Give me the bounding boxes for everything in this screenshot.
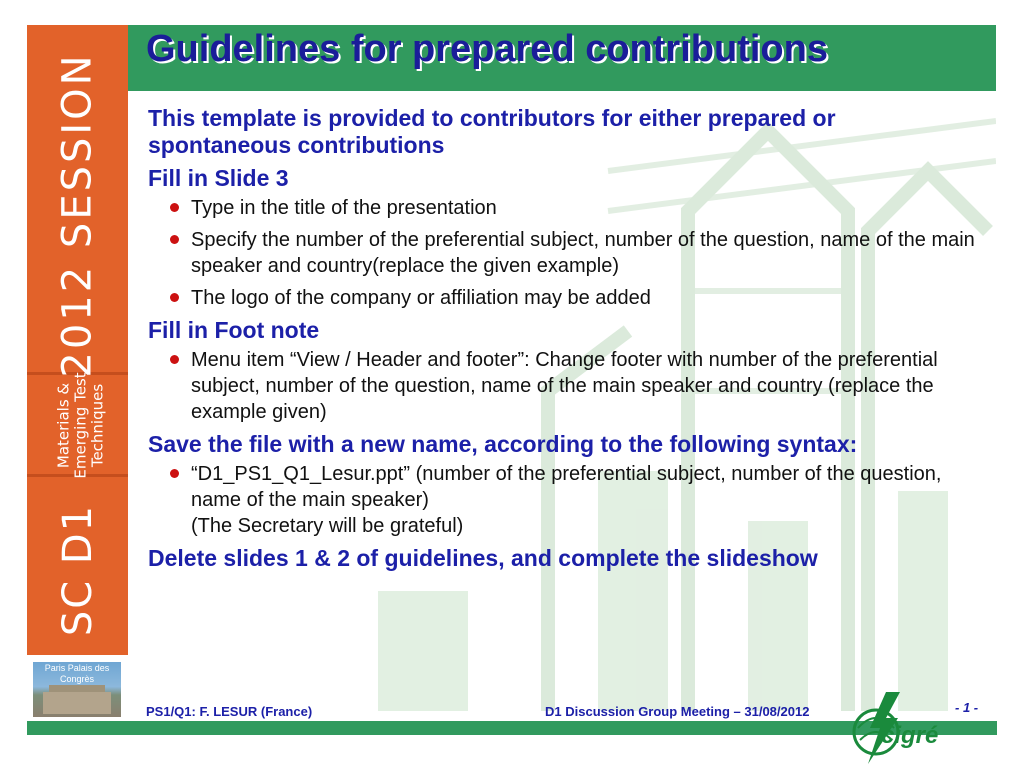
bullet-text: Type in the title of the presentation bbox=[191, 197, 497, 219]
bullet-text: The logo of the company or affiliation may be added bbox=[191, 287, 651, 309]
committee-label bbox=[40, 500, 116, 640]
bullet-dot-icon bbox=[170, 355, 179, 364]
slide-body bbox=[148, 105, 978, 572]
footer-meeting: D1 Discussion Group Meeting – 31/08/2012 bbox=[545, 704, 810, 719]
bullet-extra-text: (The Secretary will be grateful) bbox=[191, 515, 464, 537]
session-label bbox=[40, 52, 116, 378]
cigre-logo-text: cigré bbox=[881, 722, 939, 749]
bullet-text: “D1_PS1_Q1_Lesur.ppt” (number of the preferential subject, number of the question, name of the main speaker) bbox=[191, 463, 942, 511]
session-text: 2012 SESSION bbox=[55, 52, 102, 378]
bullet-text: Menu item “View / Header and footer”: Change footer with number of the preferential subject, number of the question, name of the main speaker and country (replace the example given) bbox=[191, 349, 938, 423]
building-shape bbox=[43, 692, 111, 714]
bullet-item bbox=[148, 195, 978, 221]
level1-heading: Fill in Foot note bbox=[148, 317, 320, 343]
bullet-text: Specify the number of the preferential subject, number of the question, name of the main speaker and country(replace the given example) bbox=[191, 229, 975, 277]
bullet-dot-icon bbox=[170, 235, 179, 244]
bullet-dot-icon bbox=[170, 203, 179, 212]
topic-text: Materials & Emerging Test Techniques bbox=[54, 371, 107, 479]
page-number: - 1 - bbox=[955, 700, 979, 715]
bullet-list bbox=[148, 195, 978, 311]
paris-venue-photo bbox=[33, 662, 121, 717]
bullet-item bbox=[148, 347, 978, 425]
bullet-dot-icon bbox=[170, 469, 179, 478]
level1-heading: Fill in Slide 3 bbox=[148, 165, 289, 191]
slide-title: Guidelines for prepared contributions bbox=[146, 28, 828, 70]
bullet-item bbox=[148, 461, 978, 539]
photo-caption: Paris Palais des Congrès bbox=[44, 663, 110, 684]
bullet-dot-icon bbox=[170, 293, 179, 302]
committee-text: SC D1 bbox=[55, 503, 102, 637]
bullet-list bbox=[148, 461, 978, 539]
bullet-item bbox=[148, 227, 978, 279]
level1-heading: This template is provided to contributors for either prepared or spontaneous contributions bbox=[148, 105, 836, 158]
footer-presenter: PS1/Q1: F. LESUR (France) bbox=[146, 704, 313, 719]
topic-label bbox=[46, 371, 116, 479]
level1-heading: Delete slides 1 & 2 of guidelines, and complete the slideshow bbox=[148, 545, 818, 571]
bullet-list bbox=[148, 347, 978, 425]
bullet-item bbox=[148, 285, 978, 311]
level1-heading: Save the file with a new name, according to the following syntax: bbox=[148, 431, 858, 457]
